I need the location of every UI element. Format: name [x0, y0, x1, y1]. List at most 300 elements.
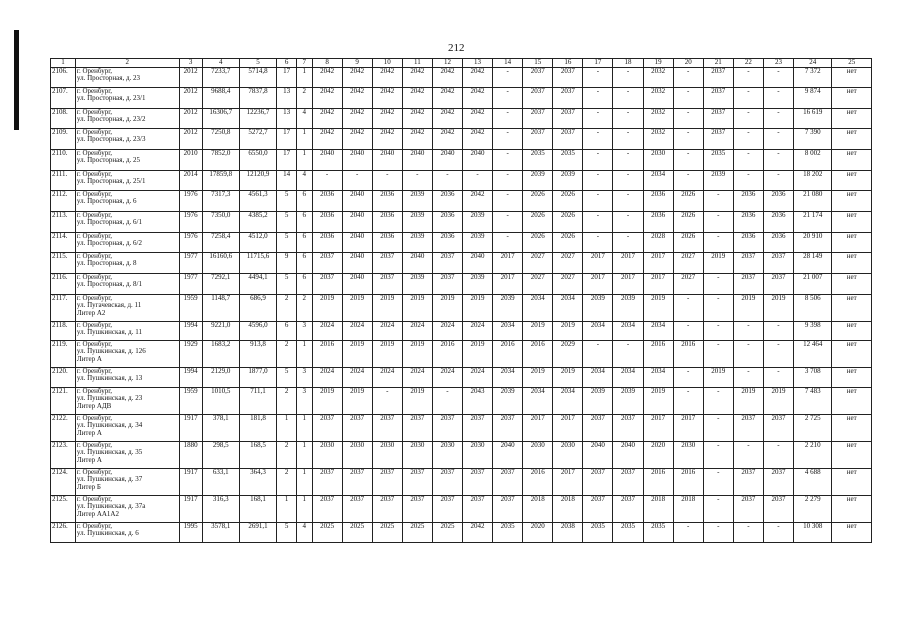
value-cell: 2035	[493, 522, 523, 542]
address-cell	[75, 367, 179, 387]
value-cell: 9 874	[794, 87, 832, 108]
value-cell: 12 464	[794, 340, 832, 367]
value-cell: 7350,0	[202, 211, 239, 232]
value-cell: -	[673, 67, 703, 87]
value-cell: 21 174	[794, 211, 832, 232]
value-cell: 9221,0	[202, 321, 239, 340]
value-cell: 181,8	[239, 414, 276, 441]
value-cell: 2026	[673, 232, 703, 252]
column-number-cell: 16	[553, 59, 583, 68]
value-cell: 6	[296, 190, 312, 211]
column-number-cell: 24	[794, 59, 832, 68]
value-cell: -	[763, 149, 793, 170]
value-cell: 168,5	[239, 441, 276, 468]
value-cell: 2025	[372, 522, 402, 542]
value-cell: -	[733, 128, 763, 149]
value-cell: -	[733, 108, 763, 128]
value-cell: 2037	[553, 108, 583, 128]
value-cell: нет	[832, 149, 872, 170]
value-cell: 2036	[432, 211, 462, 232]
column-number-cell: 25	[832, 59, 872, 68]
value-cell: 2037	[312, 495, 342, 522]
value-cell: 2040	[432, 149, 462, 170]
value-cell: 2018	[523, 495, 553, 522]
value-cell: -	[583, 190, 613, 211]
value-cell: 2017	[643, 414, 673, 441]
value-cell: 1977	[179, 273, 202, 294]
value-cell: 2037	[372, 468, 402, 495]
value-cell: 2016	[643, 340, 673, 367]
value-cell: 2040	[613, 441, 643, 468]
value-cell: 2026	[553, 232, 583, 252]
value-cell: 7 372	[794, 67, 832, 87]
value-cell: 2030	[523, 441, 553, 468]
value-cell: 1	[296, 468, 312, 495]
value-cell: 2024	[342, 321, 372, 340]
address-line: г. Оренбург,	[76, 387, 113, 395]
value-cell: 2024	[432, 367, 462, 387]
address-line: ул. Пушкинская, д. 13	[76, 374, 143, 382]
value-cell: нет	[832, 190, 872, 211]
table-row	[51, 294, 872, 321]
address-line: ул. Пушкинская, д. 37	[76, 475, 143, 483]
value-cell: 2037	[402, 414, 432, 441]
value-cell: 2019	[523, 321, 553, 340]
value-cell: -	[493, 211, 523, 232]
address-line: Литер АДВ	[76, 401, 112, 410]
address-cell	[75, 67, 179, 87]
value-cell: 2034	[613, 367, 643, 387]
value-cell: 2036	[733, 232, 763, 252]
value-cell: -	[763, 87, 793, 108]
value-cell: 2040	[462, 149, 492, 170]
table-row	[51, 273, 872, 294]
value-cell: 2030	[462, 441, 492, 468]
value-cell: 2032	[643, 67, 673, 87]
value-cell: 2039	[493, 294, 523, 321]
value-cell: 2019	[402, 387, 432, 414]
value-cell: 14	[277, 170, 297, 190]
row-number-cell: 2108.	[51, 108, 76, 128]
value-cell: 2038	[553, 522, 583, 542]
value-cell: 4	[296, 522, 312, 542]
value-cell: 2012	[179, 108, 202, 128]
value-cell: -	[583, 149, 613, 170]
value-cell: 2042	[312, 128, 342, 149]
value-cell: нет	[832, 87, 872, 108]
value-cell: 2032	[643, 128, 673, 149]
value-cell: 1148,7	[202, 294, 239, 321]
address-line: ул. Просторная, д. 6/2	[76, 239, 142, 247]
column-number-cell: 5	[239, 59, 276, 68]
value-cell: 6	[296, 232, 312, 252]
value-cell: 3	[296, 367, 312, 387]
column-number-cell: 6	[277, 59, 297, 68]
value-cell: 2025	[312, 522, 342, 542]
value-cell: 2019	[523, 367, 553, 387]
value-cell: 2042	[462, 190, 492, 211]
value-cell: 1994	[179, 321, 202, 340]
value-cell: 2019	[643, 294, 673, 321]
value-cell: нет	[832, 387, 872, 414]
value-cell: 2017	[583, 273, 613, 294]
value-cell: 2042	[342, 87, 372, 108]
value-cell: -	[703, 211, 733, 232]
value-cell: 2039	[493, 387, 523, 414]
table-row	[51, 149, 872, 170]
value-cell: 2017	[493, 252, 523, 273]
value-cell: -	[703, 495, 733, 522]
value-cell: -	[673, 170, 703, 190]
address-cell	[75, 468, 179, 495]
value-cell: -	[402, 170, 432, 190]
value-cell: 28 149	[794, 252, 832, 273]
address-line: ул. Просторная, д. 23/2	[76, 115, 146, 123]
value-cell: 7233,7	[202, 67, 239, 87]
value-cell: 2037	[703, 128, 733, 149]
value-cell: 2037	[493, 495, 523, 522]
value-cell: 1	[296, 441, 312, 468]
value-cell: 2017	[553, 414, 583, 441]
table-row	[51, 367, 872, 387]
table-row	[51, 495, 872, 522]
value-cell: 2037	[553, 67, 583, 87]
table-row	[51, 128, 872, 149]
value-cell: 2037	[763, 414, 793, 441]
address-cell	[75, 340, 179, 367]
value-cell: 2036	[643, 190, 673, 211]
row-number-cell: 2109.	[51, 128, 76, 149]
value-cell: 12120,9	[239, 170, 276, 190]
value-cell: 2	[277, 441, 297, 468]
address-cell	[75, 252, 179, 273]
address-line: ул. Пугачевская, д. 11	[76, 301, 142, 309]
value-cell: -	[493, 67, 523, 87]
row-number-cell: 2116.	[51, 273, 76, 294]
value-cell: 2691,1	[239, 522, 276, 542]
value-cell: 2036	[432, 232, 462, 252]
value-cell: 2017	[553, 468, 583, 495]
value-cell: нет	[832, 170, 872, 190]
value-cell: 2024	[402, 367, 432, 387]
value-cell: 2019	[733, 294, 763, 321]
value-cell: 2042	[462, 128, 492, 149]
value-cell: 2037	[312, 273, 342, 294]
address-line: г. Оренбург,	[76, 468, 113, 476]
value-cell: 17	[277, 67, 297, 87]
value-cell: 2036	[372, 232, 402, 252]
address-line: г. Оренбург,	[76, 149, 113, 157]
address-line: г. Оренбург,	[76, 414, 113, 422]
value-cell: 2037	[312, 468, 342, 495]
value-cell: -	[493, 232, 523, 252]
value-cell: 2	[277, 387, 297, 414]
address-line: ул. Просторная, д. 25	[76, 156, 141, 164]
value-cell: 6	[277, 321, 297, 340]
table-row	[51, 108, 872, 128]
value-cell: 3	[296, 321, 312, 340]
value-cell: 2019	[763, 387, 793, 414]
value-cell: 4561,3	[239, 190, 276, 211]
value-cell: 2037	[613, 468, 643, 495]
value-cell: 2016	[493, 340, 523, 367]
value-cell: 2028	[643, 232, 673, 252]
value-cell: -	[703, 321, 733, 340]
value-cell: -	[733, 522, 763, 542]
value-cell: 2019	[372, 294, 402, 321]
value-cell: нет	[832, 340, 872, 367]
address-line: г. Оренбург,	[76, 170, 113, 178]
value-cell: 2037	[462, 495, 492, 522]
value-cell: 2037	[342, 468, 372, 495]
address-line: ул. Пушкинская, д. 23	[76, 394, 143, 402]
value-cell: 2036	[372, 190, 402, 211]
column-number-cell: 4	[202, 59, 239, 68]
value-cell: нет	[832, 67, 872, 87]
value-cell: 2024	[372, 321, 402, 340]
value-cell: 2019	[372, 340, 402, 367]
value-cell: -	[673, 294, 703, 321]
value-cell: 2026	[523, 190, 553, 211]
row-number-cell: 2107.	[51, 87, 76, 108]
value-cell: 2037	[703, 87, 733, 108]
value-cell: 16160,6	[202, 252, 239, 273]
value-cell: -	[673, 522, 703, 542]
value-cell: 7 483	[794, 387, 832, 414]
value-cell: 2017	[643, 252, 673, 273]
address-line: г. Оренбург,	[76, 340, 113, 348]
value-cell: 2042	[342, 108, 372, 128]
value-cell: 2036	[372, 211, 402, 232]
value-cell: 2040	[372, 149, 402, 170]
table-row	[51, 87, 872, 108]
column-number-cell: 23	[763, 59, 793, 68]
address-line: ул. Пушкинская, д. 11	[76, 328, 142, 336]
value-cell: 1	[296, 414, 312, 441]
value-cell: -	[703, 387, 733, 414]
address-line: ул. Пушкинская, д. 37а	[76, 502, 146, 510]
address-line: ул. Пушкинская, д. 35	[76, 448, 143, 456]
address-line: ул. Пушкинская, д. 126	[76, 347, 146, 355]
value-cell: нет	[832, 211, 872, 232]
value-cell: 2034	[493, 367, 523, 387]
value-cell: 2037	[432, 468, 462, 495]
value-cell: 2039	[402, 211, 432, 232]
value-cell: 2037	[372, 252, 402, 273]
value-cell: 2042	[402, 87, 432, 108]
value-cell: 9	[277, 252, 297, 273]
value-cell: 1976	[179, 190, 202, 211]
value-cell: 2034	[643, 321, 673, 340]
value-cell: 2024	[402, 321, 432, 340]
address-cell	[75, 294, 179, 321]
column-number-cell: 9	[342, 59, 372, 68]
value-cell: 2039	[402, 190, 432, 211]
value-cell: 2042	[342, 67, 372, 87]
value-cell: -	[673, 321, 703, 340]
value-cell: -	[583, 232, 613, 252]
value-cell: 1	[296, 149, 312, 170]
address-cell	[75, 232, 179, 252]
value-cell: 2039	[703, 170, 733, 190]
value-cell: 1917	[179, 495, 202, 522]
address-line: г. Оренбург,	[76, 108, 113, 116]
value-cell: 16 619	[794, 108, 832, 128]
page-number: 212	[448, 42, 465, 54]
value-cell: 2042	[402, 108, 432, 128]
value-cell: 2012	[179, 128, 202, 149]
value-cell: 2042	[462, 87, 492, 108]
value-cell: 2034	[643, 367, 673, 387]
value-cell: -	[763, 367, 793, 387]
row-number-cell: 2126.	[51, 522, 76, 542]
value-cell: -	[583, 108, 613, 128]
value-cell: 2037	[432, 495, 462, 522]
value-cell: 2019	[703, 367, 733, 387]
value-cell: 2042	[402, 67, 432, 87]
value-cell: 1877,0	[239, 367, 276, 387]
value-cell: 21 080	[794, 190, 832, 211]
value-cell: 7837,8	[239, 87, 276, 108]
value-cell: 2037	[763, 495, 793, 522]
value-cell: 2018	[643, 495, 673, 522]
value-cell: 2036	[733, 190, 763, 211]
value-cell: 2039	[462, 232, 492, 252]
value-cell: нет	[832, 273, 872, 294]
address-line: г. Оренбург,	[76, 190, 113, 198]
value-cell: 2016	[432, 340, 462, 367]
address-cell	[75, 522, 179, 542]
address-line: ул. Просторная, д. 25/1	[76, 177, 146, 185]
value-cell: -	[493, 170, 523, 190]
value-cell: 8 002	[794, 149, 832, 170]
table-row	[51, 414, 872, 441]
value-cell: 2037	[432, 414, 462, 441]
value-cell: 7852,0	[202, 149, 239, 170]
value-cell: 2019	[462, 340, 492, 367]
value-cell: 2016	[643, 468, 673, 495]
value-cell: -	[613, 149, 643, 170]
value-cell: 2039	[553, 170, 583, 190]
value-cell: -	[703, 190, 733, 211]
value-cell: 2026	[553, 190, 583, 211]
value-cell: 2042	[312, 67, 342, 87]
value-cell: 2037	[523, 87, 553, 108]
address-line: г. Оренбург,	[76, 128, 113, 136]
value-cell: 2043	[462, 387, 492, 414]
value-cell: 1	[296, 495, 312, 522]
value-cell: 2037	[763, 273, 793, 294]
row-number-cell: 2114.	[51, 232, 76, 252]
value-cell: 1977	[179, 252, 202, 273]
value-cell: 2034	[523, 294, 553, 321]
value-cell: 2012	[179, 87, 202, 108]
value-cell: 6	[296, 252, 312, 273]
value-cell: 1	[296, 128, 312, 149]
value-cell: 2037	[733, 252, 763, 273]
value-cell: 6550,0	[239, 149, 276, 170]
address-line: г. Оренбург,	[76, 321, 113, 329]
value-cell: 2040	[342, 211, 372, 232]
value-cell: 2036	[432, 190, 462, 211]
value-cell: 1880	[179, 441, 202, 468]
address-cell	[75, 87, 179, 108]
value-cell: 4	[296, 108, 312, 128]
value-cell: 7292,1	[202, 273, 239, 294]
column-number-cell: 10	[372, 59, 402, 68]
value-cell: 2016	[673, 468, 703, 495]
value-cell: 3578,1	[202, 522, 239, 542]
value-cell: 2014	[179, 170, 202, 190]
value-cell: 2039	[402, 273, 432, 294]
column-number-cell: 11	[402, 59, 432, 68]
value-cell: 913,8	[239, 340, 276, 367]
value-cell: 2040	[402, 252, 432, 273]
value-cell: -	[763, 108, 793, 128]
value-cell: 2042	[312, 87, 342, 108]
value-cell: 2019	[402, 294, 432, 321]
value-cell: нет	[832, 414, 872, 441]
value-cell: 2019	[312, 294, 342, 321]
value-cell: 2026	[553, 211, 583, 232]
column-number-cell: 14	[493, 59, 523, 68]
value-cell: -	[733, 441, 763, 468]
value-cell: -	[613, 67, 643, 87]
value-cell: 2026	[523, 232, 553, 252]
value-cell: 2037	[432, 252, 462, 273]
row-number-cell: 2110.	[51, 149, 76, 170]
value-cell: 2037	[523, 67, 553, 87]
table-row	[51, 441, 872, 468]
value-cell: -	[493, 87, 523, 108]
column-number-cell: 7	[296, 59, 312, 68]
value-cell: 2034	[493, 321, 523, 340]
value-cell: 5	[277, 190, 297, 211]
value-cell: 2016	[523, 340, 553, 367]
housing-repair-schedule-table	[50, 58, 872, 543]
value-cell: 2026	[673, 190, 703, 211]
value-cell: 2010	[179, 149, 202, 170]
value-cell: 2032	[643, 108, 673, 128]
value-cell: 2017	[613, 273, 643, 294]
value-cell: 2017	[613, 252, 643, 273]
value-cell: 2037	[372, 414, 402, 441]
address-cell	[75, 149, 179, 170]
value-cell: -	[613, 87, 643, 108]
value-cell: -	[432, 387, 462, 414]
value-cell: нет	[832, 495, 872, 522]
value-cell: 364,3	[239, 468, 276, 495]
value-cell: 2042	[342, 128, 372, 149]
value-cell: нет	[832, 232, 872, 252]
value-cell: -	[342, 170, 372, 190]
value-cell: 2036	[312, 232, 342, 252]
value-cell: 2037	[342, 495, 372, 522]
address-cell	[75, 273, 179, 294]
value-cell: 2037	[523, 128, 553, 149]
value-cell: 1	[277, 495, 297, 522]
value-cell: 17	[277, 149, 297, 170]
value-cell: 2016	[523, 468, 553, 495]
value-cell: 2017	[523, 414, 553, 441]
value-cell: 2	[296, 87, 312, 108]
value-cell: 2019	[553, 321, 583, 340]
value-cell: 2027	[673, 273, 703, 294]
value-cell: нет	[832, 468, 872, 495]
value-cell: 2034	[523, 387, 553, 414]
row-number-cell: 2122.	[51, 414, 76, 441]
value-cell: 13	[277, 87, 297, 108]
